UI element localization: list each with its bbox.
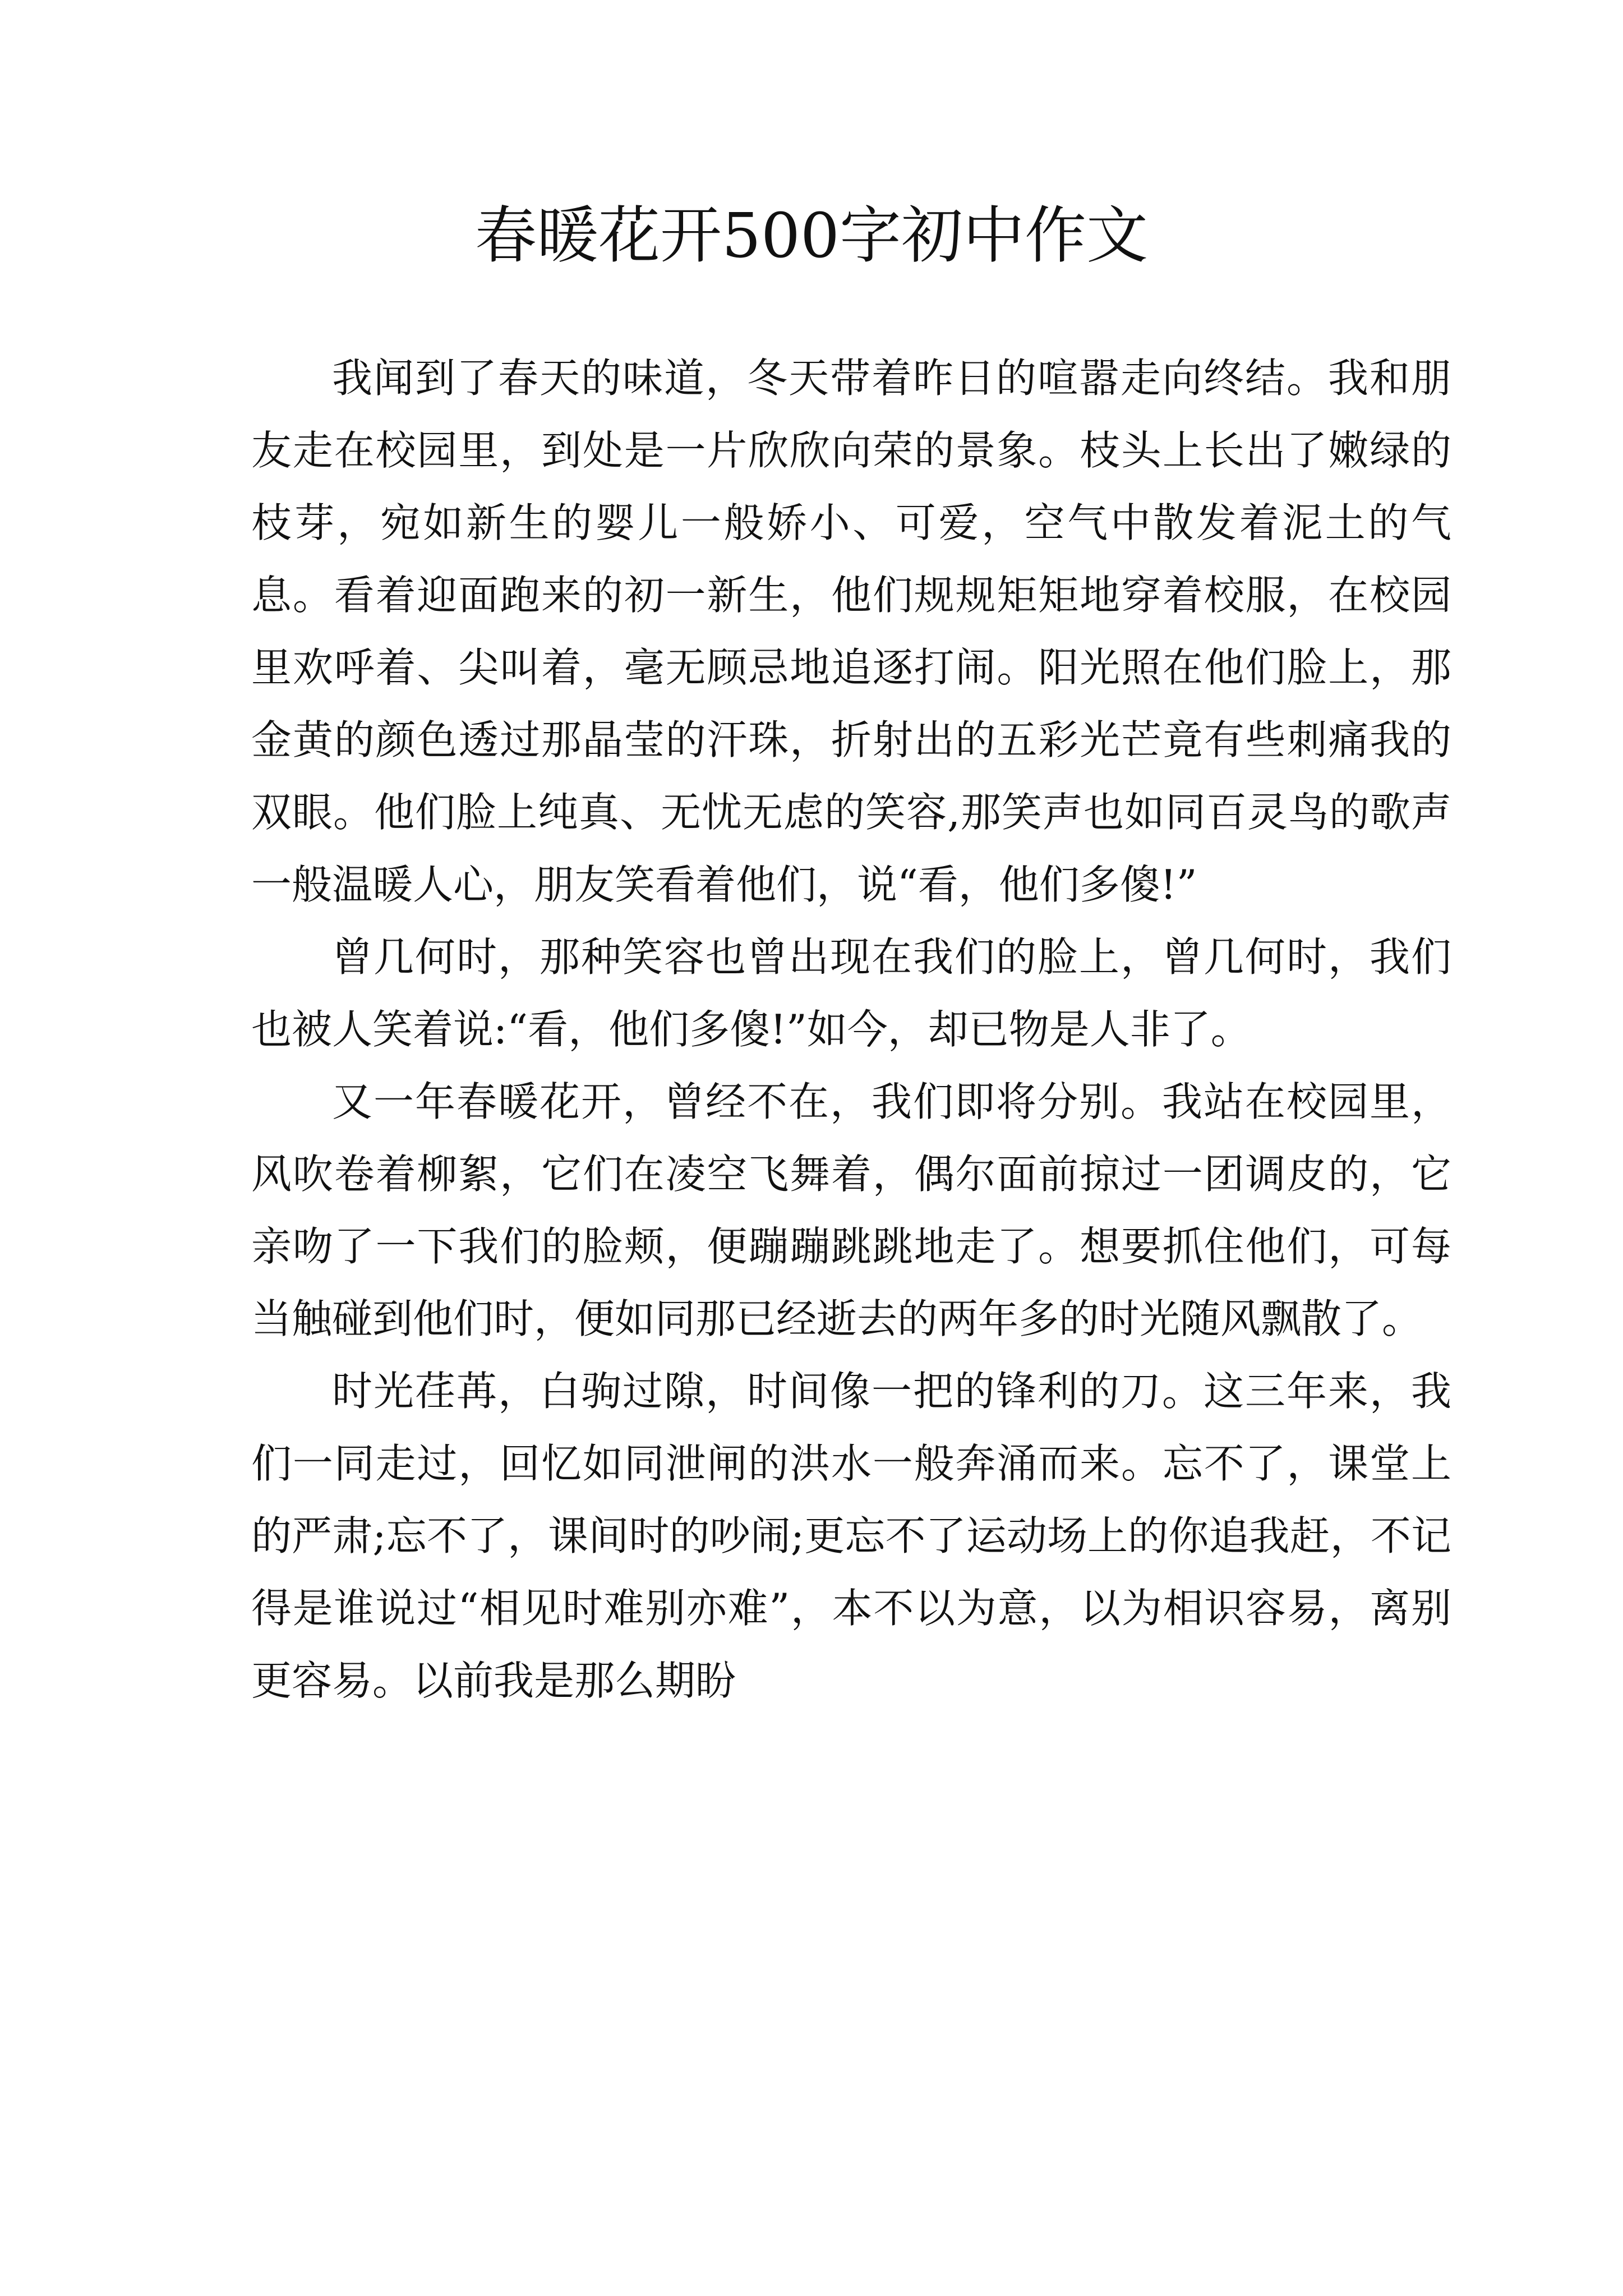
paragraph-4: 时光荏苒，白驹过隙，时间像一把的锋利的刀。这三年来，我们一同走过，回忆如同泄闸的洪水一般奔涌而来。忘不了，课堂上的严肃;忘不了，课间时的吵闹;更忘不了运动场上的你追我赶，不记得是谁说过“相见时难别亦难”，本不以为意，以为相识容易，离别更容易。以前我是那么期盼: [251, 1368, 1451, 1704]
paragraph-3: 又一年春暖花开，曾经不在，我们即将分别。我站在校园里，风吹卷着柳絮，它们在凌空飞舞着，偶尔面前掠过一团调皮的，它亲吻了一下我们的脸颊，便蹦蹦跳跳地走了。想要抓住他们，可每当触碰到他们时，便如同那已经逝去的两年多的时光随风飘散了。: [251, 1078, 1451, 1342]
paragraph-2: 曾几何时，那种笑容也曾出现在我们的脸上，曾几何时，我们也被人笑着说:“看，他们多傻!”如今，却已物是人非了。: [251, 933, 1451, 1053]
document-title: 春暖花开500字初中作文: [475, 200, 1148, 272]
paragraph-1: 我闻到了春天的味道，冬天带着昨日的喧嚣走向终结。我和朋友走在校园里，到处是一片欣欣向荣的景象。枝头上长出了嫩绿的枝芽，宛如新生的婴儿一般娇小、可爱，空气中散发着泥土的气息。看着迎面跑来的初一新生，他们规规矩矩地穿着校服，在校园里欢呼着、尖叫着，毫无顾忌地追逐打闹。阳光照在他们脸上，那金黄的颜色透过那晶莹的汗珠，折射出的五彩光芒竟有些刺痛我的双眼。他们脸上纯真、无忧无虑的笑容,那笑声也如同百灵鸟的歌声一般温暖人心，朋友笑看着他们，说“看，他们多傻!”: [251, 355, 1451, 908]
document-body: [251, 342, 1451, 1717]
